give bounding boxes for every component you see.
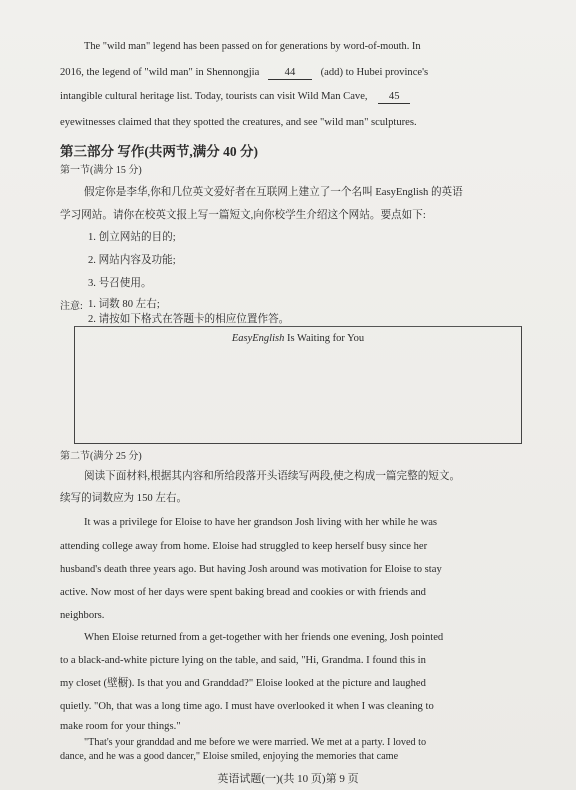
story-line: neighbors. (60, 610, 105, 621)
passage-line (60, 92, 410, 104)
story-line: to a black-and-white picture lying on the table, and said, "Hi, Grandma. I found this in (60, 655, 426, 666)
section2-heading: 第二节(满分 25 分) (60, 451, 142, 462)
story-line: It was a privilege for Eloise to have her grandson Josh living with her while he was (84, 517, 438, 528)
note-item: 1. 词数 80 左右; (88, 299, 160, 310)
story-line: husband's death three years ago. But having Josh around was motivation for Eloise to stay (60, 564, 442, 575)
passage-line: The "wild man" legend has been passed on for generations by word-of-mouth. In (84, 41, 421, 52)
section2-intro: 续写的词数应为 150 左右。 (60, 493, 188, 504)
answer-box-title (75, 333, 521, 344)
story-line: my closet (壁橱). Is that you and Granddad?" Eloise looked at the picture and laughed (60, 678, 426, 689)
passage-text: 2016, the legend of "wild man" in Shennongjia (60, 67, 260, 78)
section1-heading: 第一节(满分 15 分) (60, 165, 142, 176)
passage-line: eyewitnesses claimed that they spotted the creatures, and see "wild man" sculptures. (60, 117, 417, 128)
passage-text: intangible cultural heritage list. Today, tourists can visit Wild Man Cave, (60, 91, 368, 102)
story-line: quietly. "Oh, that was a long time ago. I must have overlooked it when I was cleaning to (60, 701, 434, 712)
box-title-rest: Is Waiting for You (284, 333, 365, 344)
requirement-point: 2. 网站内容及功能; (88, 255, 176, 266)
notes-label: 注意: (60, 301, 83, 312)
section1-intro: 假定你是李华,你和几位英文爱好者在互联网上建立了一个名叫 EasyEnglish 的英语 (84, 187, 463, 198)
answer-blank-45: 45 (378, 92, 410, 104)
passage-line (60, 68, 428, 80)
part3-heading: 第三部分 写作(共两节,满分 40 分) (60, 144, 258, 159)
answer-box (74, 326, 522, 444)
passage-text: (add) to Hubei province's (320, 67, 429, 78)
section1-intro: 学习网站。请你在校英文报上写一篇短文,向你校学生介绍这个网站。要点如下: (60, 210, 426, 221)
section2-intro: 阅读下面材料,根据其内容和所给段落开头语续写两段,使之构成一篇完整的短文。 (84, 471, 461, 482)
story-line: When Eloise returned from a get-together with her friends one evening, Josh pointed (84, 632, 444, 643)
requirement-point: 1. 创立网站的目的; (88, 232, 176, 243)
site-name: EasyEnglish (231, 333, 285, 344)
note-item: 2. 请按如下格式在答题卡的相应位置作答。 (88, 314, 290, 325)
requirement-point: 3. 号召使用。 (88, 278, 152, 289)
story-line: make room for your things." (60, 721, 181, 732)
story-line: dance, and he was a good dancer," Eloise smiled, enjoying the memories that came (60, 751, 399, 762)
story-line: active. Now most of her days were spent baking bread and cookies or with friends and (60, 587, 426, 598)
page-footer: 英语试题(一)(共 10 页)第 9 页 (217, 773, 359, 785)
answer-blank-44: 44 (268, 68, 312, 80)
story-line: attending college away from home. Eloise had struggled to keep herself busy since her (60, 541, 428, 552)
story-line: "That's your granddad and me before we were married. We met at a party. I loved to (84, 737, 427, 748)
